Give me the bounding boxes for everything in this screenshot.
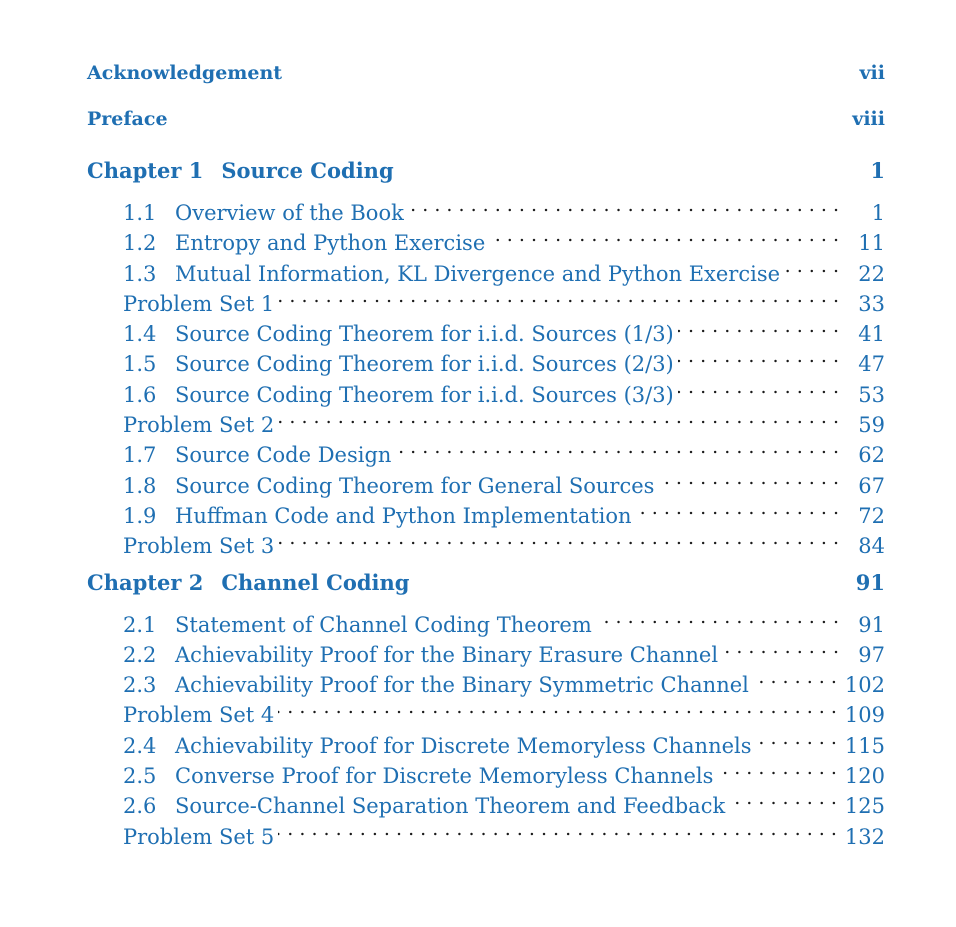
toc-entry-title: Problem Set 5 [123, 824, 275, 849]
toc-entry-page: 67 [858, 473, 885, 498]
toc-entry-page: 47 [858, 352, 885, 377]
toc-entry-number: 2.1 [123, 612, 157, 637]
toc-entry-title: Achievability Proof for the Binary Erasure Channel [175, 642, 719, 667]
dot-leader [395, 432, 839, 462]
chapter-label: Chapter 1 [87, 158, 204, 183]
chapter-title: Channel Coding [221, 569, 410, 595]
toc-entry-page: 102 [844, 673, 885, 698]
chapter-block [87, 566, 885, 849]
toc-entry-title: Source Coding Theorem for i.i.d. Sources (2/3) [175, 352, 674, 377]
toc-entry-page: 109 [844, 703, 885, 728]
toc-entry-page: 11 [858, 231, 885, 256]
chapter-heading-text [87, 154, 394, 188]
toc-entry-page: 97 [858, 642, 885, 667]
dot-leader [278, 281, 839, 311]
chapter-label: Chapter 2 [87, 569, 204, 595]
dot-leader [596, 602, 839, 632]
toc-entry-number: 1.9 [123, 503, 157, 528]
toc-entry-page: 72 [858, 503, 885, 528]
toc-entry-title: Overview of the Book [175, 201, 404, 225]
chapter-block [87, 154, 885, 559]
toc-entry-number: 1.3 [123, 261, 157, 286]
toc-entry-number: 1.8 [123, 473, 157, 498]
dot-leader [729, 783, 837, 813]
toc-entry-title: Converse Proof for Discrete Memoryless Channels [175, 764, 714, 789]
toc-entry-title: Problem Set 4 [123, 703, 275, 728]
toc-entry-title: Problem Set 1 [123, 291, 275, 316]
toc-entry-page: 125 [844, 794, 885, 819]
toc-entry-number: 2.5 [123, 764, 157, 789]
toc-front-title: Acknowledgement [87, 62, 283, 84]
toc-entry-title: Huffman Code and Python Implementation [175, 503, 632, 528]
chapter-heading[interactable] [87, 154, 885, 188]
dot-leader [489, 220, 839, 250]
toc-entry-number: 1.1 [123, 201, 157, 225]
toc-entry-number: 2.6 [123, 794, 157, 819]
dot-leader [678, 341, 839, 371]
dot-leader [753, 662, 837, 692]
dot-leader [678, 311, 839, 341]
toc-entry-number: 1.2 [123, 231, 157, 256]
dot-leader [636, 493, 839, 523]
dot-leader [278, 523, 839, 553]
toc-front-item[interactable] [87, 102, 885, 148]
toc-entry-title: Statement of Channel Coding Theorem [175, 612, 592, 637]
chapter-page: 1 [870, 158, 885, 183]
chapter-entries [87, 190, 885, 559]
chapter-entries [87, 602, 885, 849]
dot-leader [408, 190, 839, 220]
toc-front-title: Preface [87, 108, 168, 130]
toc-entry-title: Source Coding Theorem for i.i.d. Sources (1/3) [175, 322, 674, 347]
dot-leader [278, 814, 837, 844]
toc-entry-title: Source Coding Theorem for General Sources [175, 473, 655, 498]
dot-leader [717, 753, 836, 783]
toc-front-page: viii [852, 108, 885, 130]
toc-entry-title: Source-Channel Separation Theorem and Feedback [175, 794, 726, 819]
toc-entry-number: 1.6 [123, 382, 157, 407]
toc-entry-page: 41 [858, 322, 885, 347]
toc-entry-title: Mutual Information, KL Divergence and Python Exercise [175, 261, 781, 286]
dot-leader [278, 402, 839, 432]
chapter-page: 91 [855, 569, 885, 595]
dot-leader [678, 372, 839, 402]
front-matter [87, 56, 885, 148]
chapter-heading[interactable] [87, 566, 885, 600]
dot-leader [278, 692, 837, 722]
toc-entry-page: 84 [858, 534, 885, 559]
chapters [87, 154, 885, 849]
toc-entry-number: 1.5 [123, 352, 157, 377]
toc-entry-page: 1 [871, 201, 885, 225]
toc-entry-page: 115 [844, 733, 885, 758]
chapter-title: Source Coding [221, 158, 394, 183]
toc-entry[interactable] [123, 190, 885, 225]
toc-entry-page: 53 [858, 382, 885, 407]
toc-entry-title: Source Code Design [175, 443, 392, 468]
toc-entry-number: 2.3 [123, 673, 157, 698]
toc-entry-page: 59 [858, 413, 885, 438]
toc-front-page: vii [859, 62, 885, 84]
toc-entry[interactable] [123, 602, 885, 637]
toc-entry-number: 1.7 [123, 443, 157, 468]
toc-entry-number: 2.2 [123, 642, 157, 667]
toc-entry-page: 62 [858, 443, 885, 468]
toc-entry-page: 22 [858, 261, 885, 286]
toc-entry-page: 132 [844, 824, 885, 849]
toc-entry-page: 91 [858, 612, 885, 637]
toc-entry-page: 33 [858, 291, 885, 316]
chapter-heading-text [87, 566, 409, 600]
table-of-contents [87, 56, 885, 849]
dot-leader [658, 463, 839, 493]
dot-leader [722, 632, 839, 662]
toc-entry-number: 1.4 [123, 322, 157, 347]
toc-entry-page: 120 [844, 764, 885, 789]
toc-entry-number: 2.4 [123, 733, 157, 758]
toc-entry-title: Achievability Proof for the Binary Symmetric Channel [175, 673, 749, 698]
dot-leader [784, 251, 839, 281]
toc-entry-title: Achievability Proof for Discrete Memoryless Channels [175, 733, 752, 758]
toc-entry-title: Problem Set 2 [123, 413, 275, 438]
toc-front-item[interactable] [87, 56, 885, 102]
toc-entry-title: Entropy and Python Exercise [175, 231, 486, 256]
toc-entry-title: Source Coding Theorem for i.i.d. Sources (3/3) [175, 382, 674, 407]
dot-leader [756, 723, 837, 753]
toc-entry-title: Problem Set 3 [123, 534, 275, 559]
